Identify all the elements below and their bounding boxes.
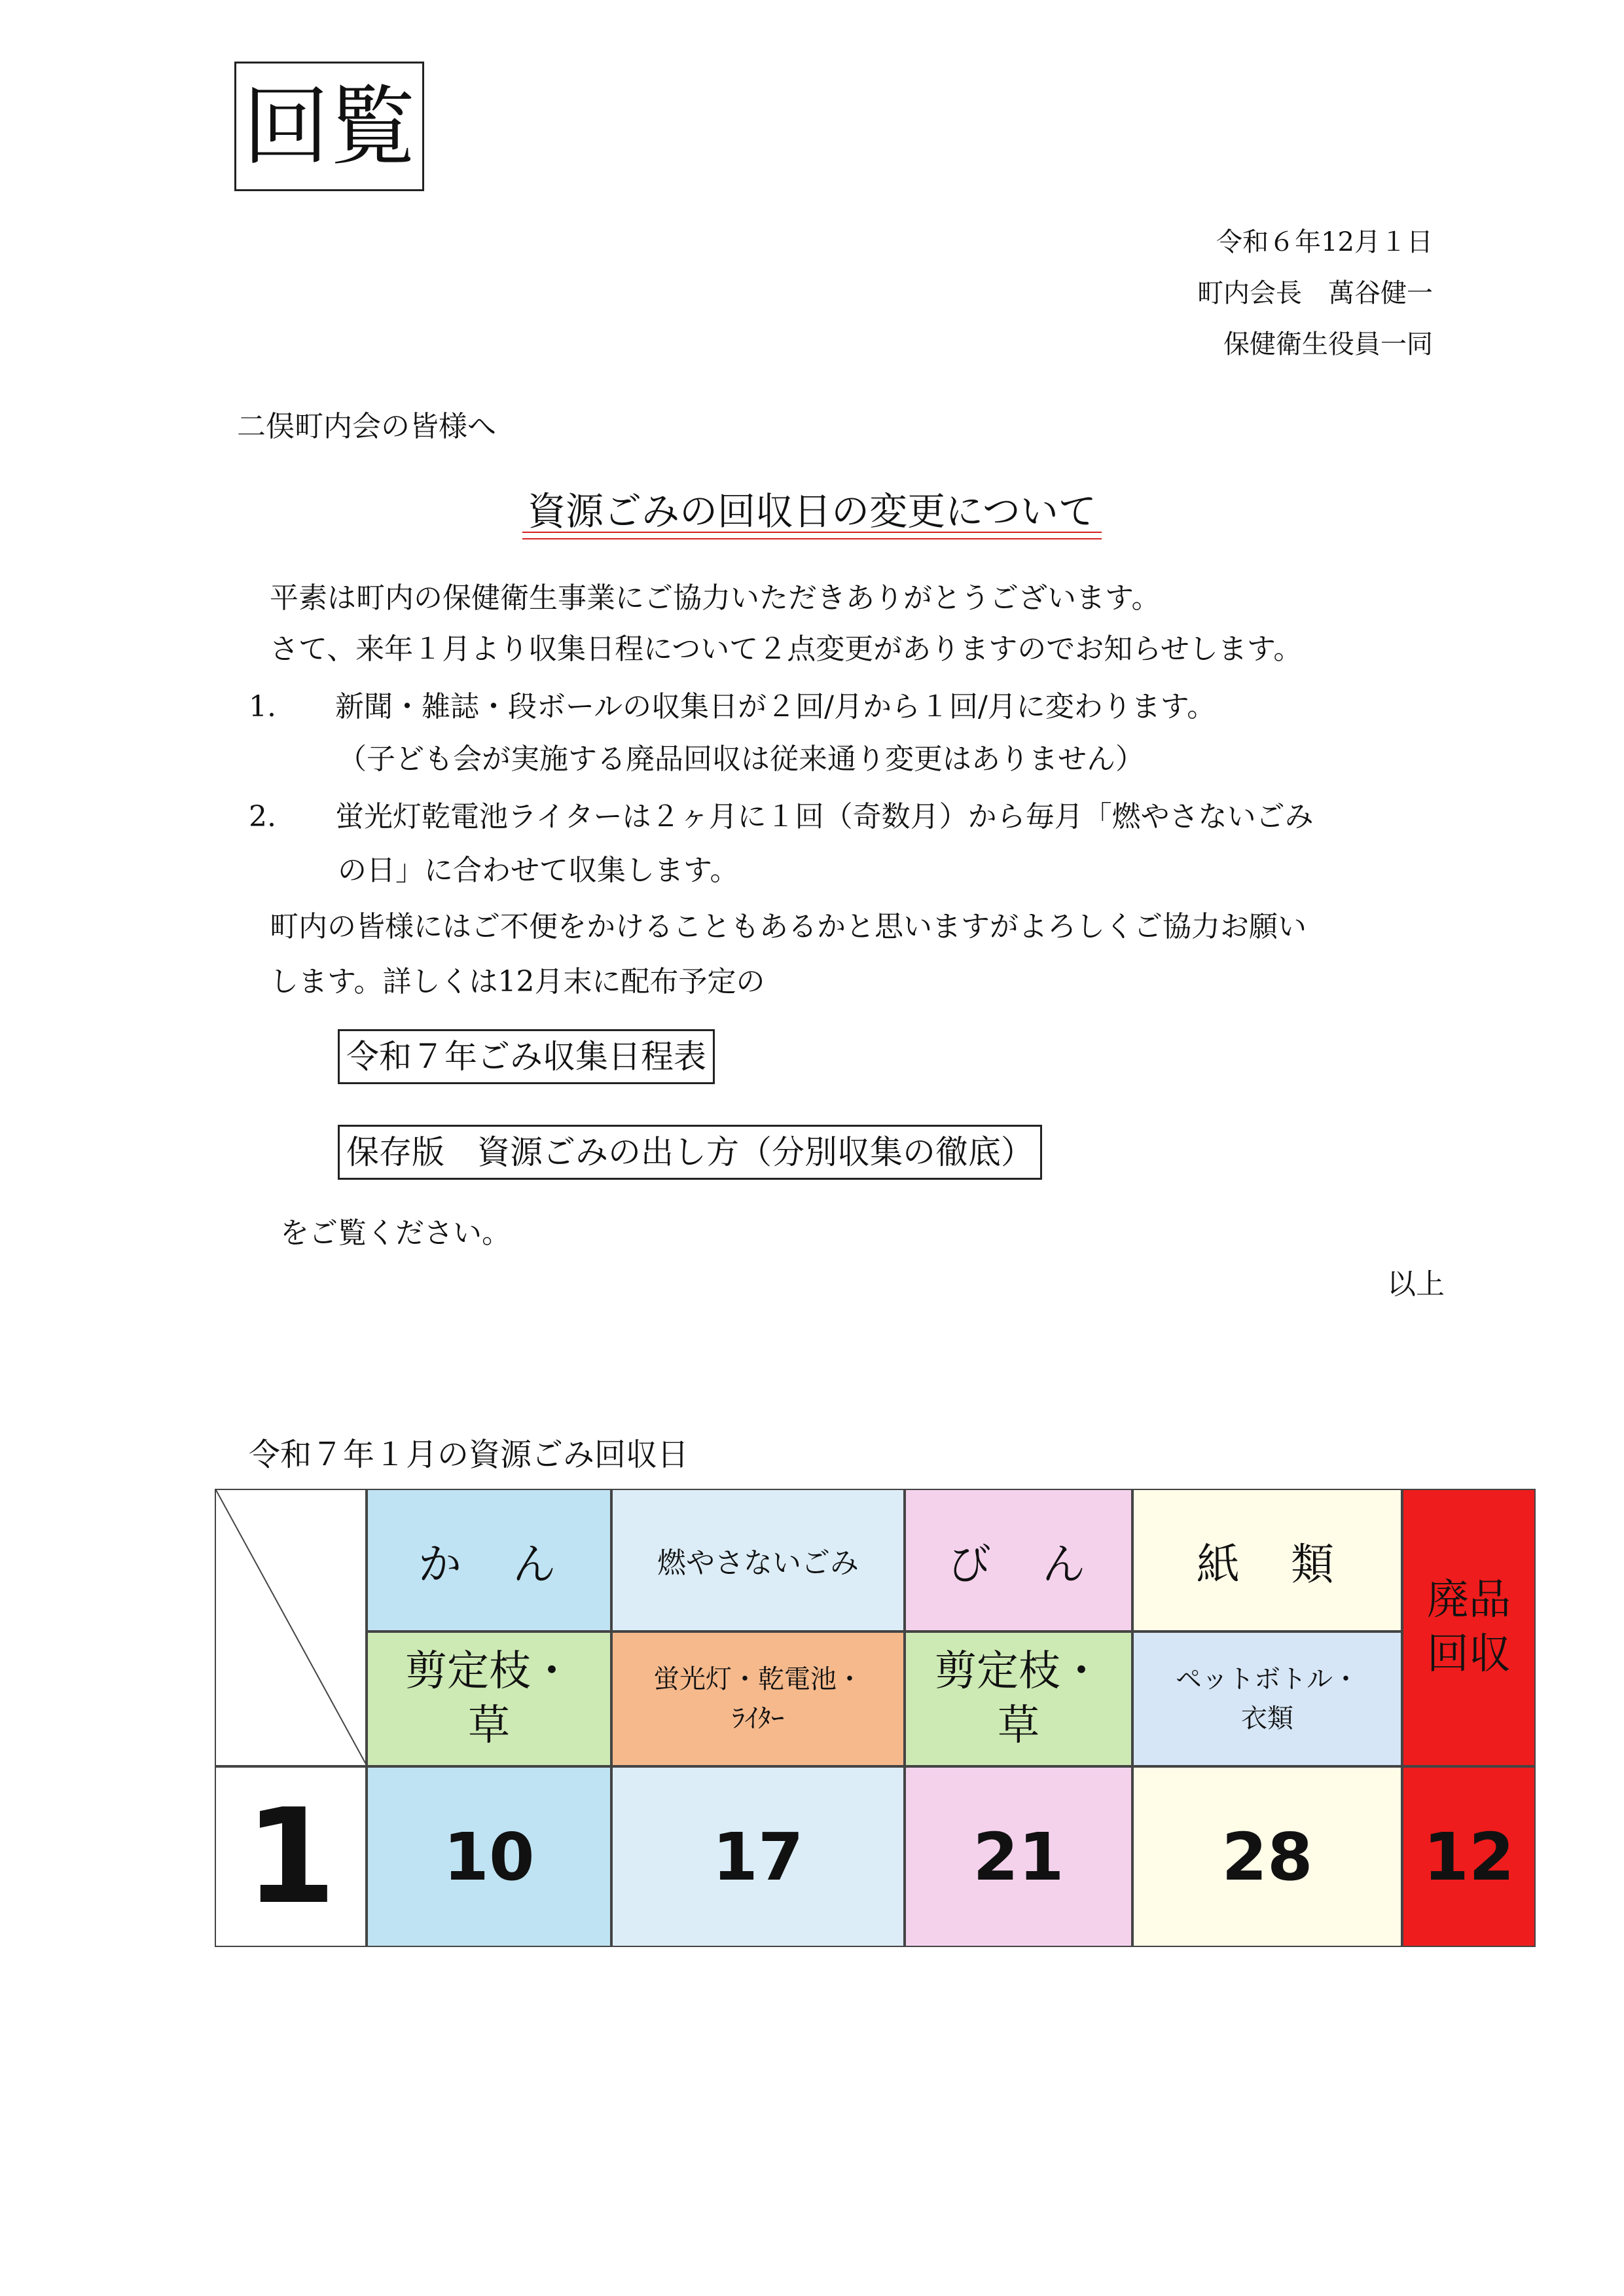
paragraph-apology: 町内の皆様にはご不便をかけることもあるかと思いますがよろしくご協力お願い xyxy=(270,910,1307,943)
header-branches-grass-2: 剪定枝・ 草 xyxy=(905,1631,1132,1766)
paragraph-notice: さて、来年１月より収集日程について２点変更がありますのでお知らせします。 xyxy=(270,632,1303,666)
collection-schedule-table xyxy=(215,1489,1536,1947)
header-fluorescent-battery-lighter: 蛍光灯・乾電池・ ﾗｲﾀｰ xyxy=(611,1631,905,1766)
day-paper: 28 xyxy=(1132,1766,1402,1947)
header-branches-grass-1: 剪定枝・ 草 xyxy=(367,1631,611,1766)
sender-group: 保健衛生役員一同 xyxy=(1223,329,1433,359)
schedule-caption: 令和７年１月の資源ごみ回収日 xyxy=(249,1436,689,1473)
document-title xyxy=(0,489,1624,539)
sender-name: 町内会長 萬谷健一 xyxy=(1197,278,1433,308)
day-cans: 10 xyxy=(367,1766,611,1947)
header-bottles: び ん xyxy=(905,1489,1132,1631)
title-text: 資源ごみの回収日の変更について xyxy=(528,492,1096,539)
header-non-burnable: 燃やさないごみ xyxy=(611,1489,905,1631)
closing-word: 以上 xyxy=(1387,1267,1445,1301)
item-2-number: 2. xyxy=(249,800,276,833)
schedule-table-reference: 令和７年ごみ収集日程表 xyxy=(338,1029,715,1084)
corner-cell xyxy=(215,1489,367,1766)
item-2-text-cont: の日」に合わせて収集します。 xyxy=(338,854,739,887)
header-used-goods-collection: 廃品 回収 xyxy=(1402,1489,1536,1766)
sorting-guide-reference: 保存版 資源ごみの出し方（分別収集の徹底） xyxy=(338,1125,1042,1180)
item-1-number: 1. xyxy=(249,690,276,723)
header-pet-bottles-clothing: ペットボトル・ 衣類 xyxy=(1132,1631,1402,1766)
day-non-burnable: 17 xyxy=(611,1766,905,1947)
issue-date: 令和６年12月１日 xyxy=(1216,227,1433,257)
day-used-goods-collection: 12 xyxy=(1402,1766,1536,1947)
addressee: 二俣町内会の皆様へ xyxy=(237,410,496,443)
header-cans: か ん xyxy=(367,1489,611,1631)
item-1-note: （子ども会が実施する廃品回収は従来通り変更はありません） xyxy=(338,742,1144,776)
item-1-text: 新聞・雑誌・段ボールの収集日が２回/月から１回/月に変わります。 xyxy=(335,690,1216,723)
paragraph-please-see: をご覧ください。 xyxy=(280,1216,511,1250)
circular-stamp: 回覧 xyxy=(234,62,424,191)
month-cell: 1 xyxy=(215,1766,367,1947)
header-paper: 紙 類 xyxy=(1132,1489,1402,1631)
paragraph-greeting: 平素は町内の保健衛生事業にご協力いただきありがとうございます。 xyxy=(270,581,1161,615)
diagonal-line xyxy=(216,1490,368,1768)
paragraph-apology-cont: します。詳しくは12月末に配布予定の xyxy=(270,965,765,998)
day-bottles: 21 xyxy=(905,1766,1132,1947)
item-2-text: 蛍光灯乾電池ライターは２ヶ月に１回（奇数月）から毎月「燃やさないごみ xyxy=(335,800,1314,833)
